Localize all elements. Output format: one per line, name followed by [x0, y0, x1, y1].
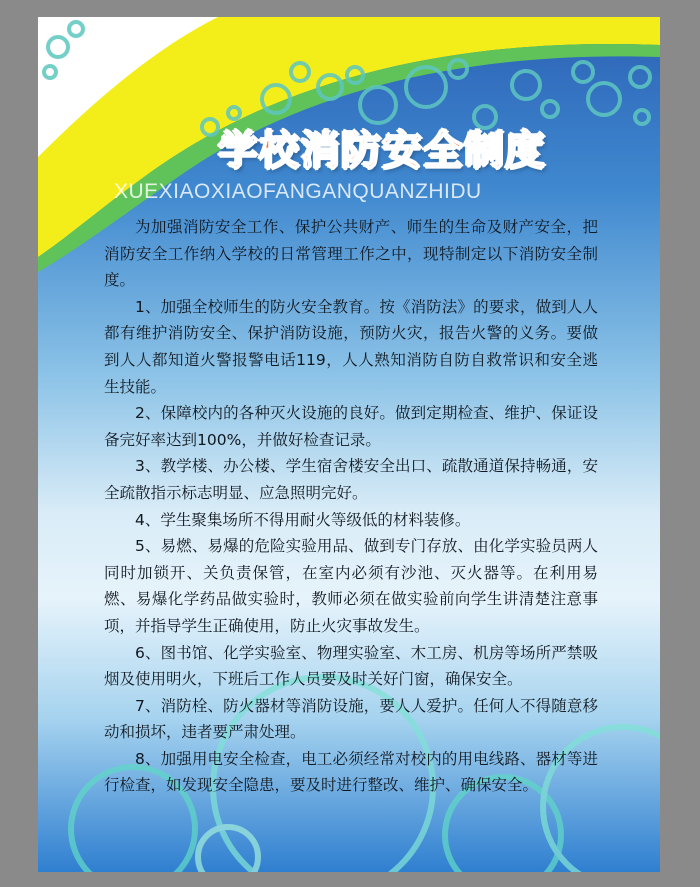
intro-paragraph: 为加强消防安全工作、保护公共财产、师生的生命及财产安全，把消防安全工作纳入学校的日常管理工作之中，现特制定以下消防安全制度。: [104, 218, 598, 290]
pinyin-subtitle: XUEXIAOXIAOFANGANQUANZHIDU: [114, 180, 482, 203]
rule-item: 8、加强用电安全检查，电工必须经常对校内的用电线路、器材等进行检查，如发现安全隐患，要及时进行整改、维护、确保安全。: [104, 749, 598, 795]
page-title: 学校消防安全制度: [218, 127, 546, 174]
rule-item: 7、消防栓、防火器材等消防设施，要人人爱护。任何人不得随意移动和损坏，违者要严肃处理。: [104, 696, 598, 742]
title-container: [218, 117, 648, 177]
rule-item: 1、加强全校师生的防火安全教育。按《消防法》的要求，做到人人都有维护消防安全、保护消防设施，预防火灾，报告火警的义务。要做到人人都知道火警报警电话119，人人熟知消防自防自救常识和安全逃生技能。: [104, 297, 598, 396]
regulation-body: [104, 214, 598, 799]
rule-item: 3、教学楼、办公楼、学生宿舍楼安全出口、疏散通道保持畅通，安全疏散指示标志明显、应急照明完好。: [104, 457, 598, 502]
rule-item: 6、图书馆、化学实验室、物理实验室、木工房、机房等场所严禁吸烟及使用明火，下班后工作人员要及时关好门窗，确保安全。: [104, 643, 598, 689]
rule-item: 4、学生聚集场所不得用耐火等级低的材料装修。: [135, 510, 471, 529]
rule-item: 5、易燃、易爆的危险实验用品、做到专门存放、由化学实验员两人同时加锁开、关负责保管，在室内必须有沙池、灭火器等。在利用易燃、易爆化学药品做实验时，教师必须在做实验前向学生讲清楚注意事项，并指导学生正确使用，防止火灾事故发生。: [104, 537, 598, 635]
poster: [38, 17, 660, 872]
rule-item: 2、保障校内的各种灭火设施的良好。做到定期检查、维护、保证设备完好率达到100%，并做好检查记录。: [104, 404, 598, 449]
